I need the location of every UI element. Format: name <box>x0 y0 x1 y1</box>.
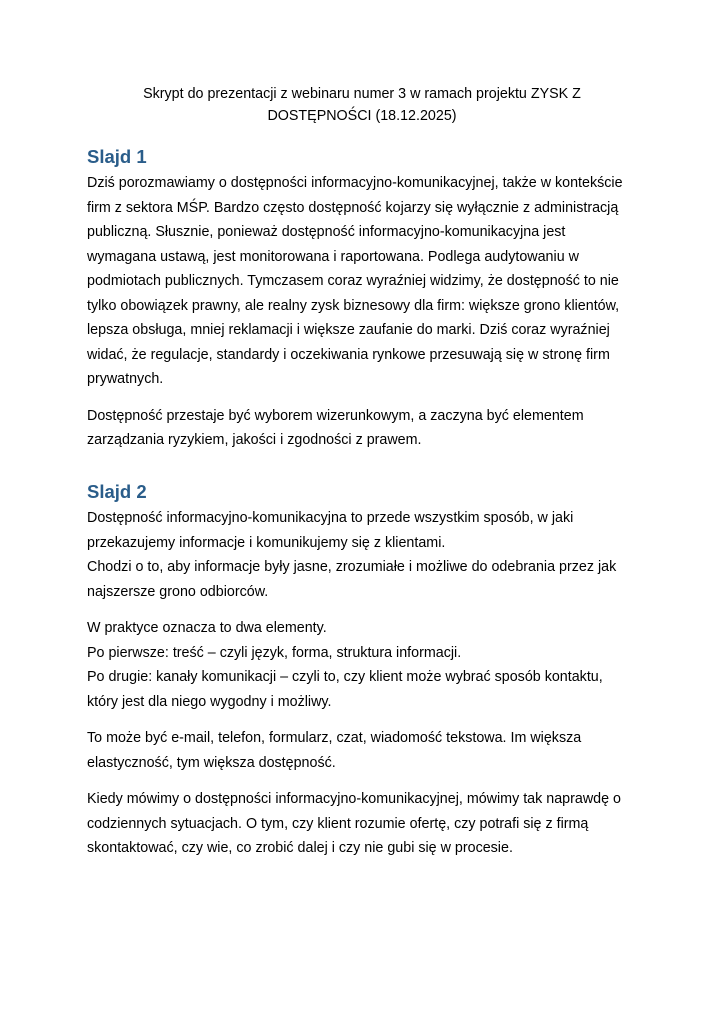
text-line: codziennych sytuacjach. O tym, czy klient rozumie ofertę, czy potrafi się z firmą <box>87 815 589 832</box>
paragraph <box>87 506 621 604</box>
text-line: tylko obowiązek prawny, ale realny zysk biznesowy dla firm: większe grono klientów, <box>87 297 620 314</box>
text-line: wymagana ustawą, jest monitorowana i raportowana. Podlega audytowaniu w <box>87 248 579 265</box>
paragraph <box>87 171 623 392</box>
text-line: Chodzi o to, aby informacje były jasne, zrozumiałe i możliwe do odebrania przez jak <box>87 559 617 575</box>
text-line: widać, że regulacje, standardy i oczekiwania rynkowe przesuwają się w stronę firm <box>87 346 610 363</box>
document-title <box>0 83 724 127</box>
text-line: skontaktować, czy wie, co zrobić dalej i czy nie gubi się w procesie. <box>87 840 513 856</box>
paragraph <box>87 404 623 453</box>
text-line: Dostępność informacyjno-komunikacyjna to przede wszystkim sposób, w jaki <box>87 510 574 526</box>
paragraph <box>87 726 621 775</box>
text-line: lepsza obsługa, mniej reklamacji i większe zaufanie do marki. Dziś coraz wyraźniej <box>87 322 610 338</box>
text-line: Po pierwsze: treść – czyli język, forma, struktura informacji. <box>87 644 462 661</box>
text-line: Po drugie: kanały komunikacji – czyli to, czy klient może wybrać sposób kontaktu, <box>87 669 603 685</box>
title-line: Skrypt do prezentacji z webinaru numer 3 w ramach projektu ZYSK Z <box>143 86 581 102</box>
section-heading: Slajd 1 <box>87 146 147 167</box>
text-line: najszersze grono odbiorców. <box>87 583 269 600</box>
text-line: Dostępność przestaje być wyborem wizerunkowym, a zaczyna być elementem <box>87 407 584 424</box>
text-line: To może być e-mail, telefon, formularz, czat, wiadomość tekstowa. Im większa <box>87 730 582 746</box>
section-slide-1 <box>87 145 623 465</box>
text-line: publiczną. Słusznie, ponieważ dostępność informacyjno-komunikacyjna jest <box>87 224 566 240</box>
section-heading: Slajd 2 <box>87 481 147 502</box>
text-line: firm z sektora MŚP. Bardzo często dostępność kojarzy się wyłącznie z administracją <box>87 199 619 216</box>
text-line: Kiedy mówimy o dostępności informacyjno-komunikacyjnej, mówimy tak naprawdę o <box>87 791 621 807</box>
paragraph <box>87 616 621 714</box>
text-line: W praktyce oznacza to dwa elementy. <box>87 620 327 636</box>
text-line: przekazujemy informacje i komunikujemy się z klientami. <box>87 534 446 551</box>
text-line: prywatnych. <box>87 371 164 387</box>
text-line: Dziś porozmawiamy o dostępności informacyjno-komunikacyjnej, także w kontekście <box>87 175 623 191</box>
text-line: zarządzania ryzykiem, jakości i zgodności z prawem. <box>87 432 422 448</box>
text-line: podmiotach publicznych. Tymczasem coraz wyraźniej widzimy, że dostępność to nie <box>87 273 619 289</box>
section-slide-2 <box>87 480 621 873</box>
title-line: DOSTĘPNOŚCI (18.12.2025) <box>267 108 457 124</box>
text-line: elastyczność, tym większa dostępność. <box>87 754 336 771</box>
text-line: który jest dla niego wygodny i możliwy. <box>87 693 332 710</box>
paragraph <box>87 787 621 861</box>
